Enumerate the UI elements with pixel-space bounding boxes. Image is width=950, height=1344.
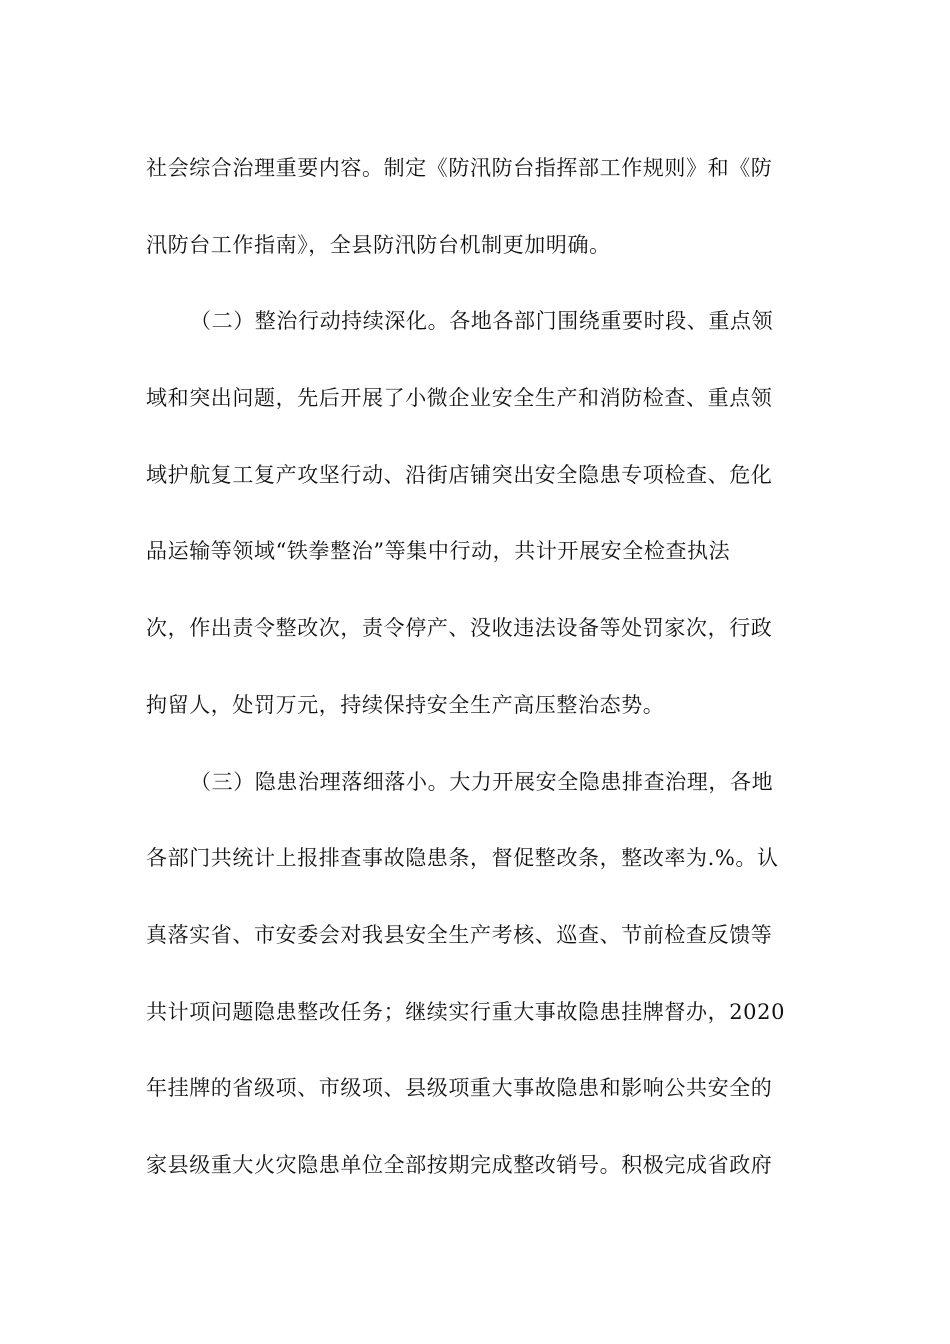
body-text (146, 130, 806, 1204)
paragraph-line: 拘留人，处罚万元，持续保持安全生产高压整治态势。 (146, 692, 665, 717)
paragraph-line: 汛防台工作指南》，全县防汛防台机制更加明确。 (146, 232, 611, 257)
paragraph-line: 域护航复工复产攻坚行动、沿街店铺突出安全隐患专项检查、危化 (146, 462, 773, 487)
paragraph-line-section-3-start: （三）隐患治理落细落小。大力开展安全隐患排查治理，各地 (190, 769, 774, 794)
paragraph-line: 次，作出责令整改次，责令停产、没收违法设备等处罚家次，行政 (146, 616, 773, 641)
paragraph-line: 品运输等领域“铁拳整治”等集中行动，共计开展安全检查执法 (146, 539, 731, 564)
paragraph-line: 真落实省、市安委会对我县安全生产考核、巡查、节前检查反馈等 (146, 922, 773, 947)
paragraph-line: 共计项问题隐患整改任务；继续实行重大事故隐患挂牌督办，2020 (146, 999, 786, 1024)
paragraph-line: 各部门共统计上报排查事故隐患条，督促整改条，整改率为.%。认 (146, 846, 779, 871)
paragraph-line-section-2-start: （二）整治行动持续深化。各地各部门围绕重要时段、重点领 (190, 309, 774, 334)
paragraph-line: 家县级重大火灾隐患单位全部按期完成整改销号。积极完成省政府 (146, 1152, 773, 1177)
paragraph-line: 域和突出问题，先后开展了小微企业安全生产和消防检查、重点领 (146, 386, 773, 411)
paragraph-line: 社会综合治理重要内容。制定《防汛防台指挥部工作规则》和《防 (146, 156, 773, 180)
paragraph-line: 年挂牌的省级项、市级项、县级项重大事故隐患和影响公共安全的 (146, 1076, 773, 1101)
